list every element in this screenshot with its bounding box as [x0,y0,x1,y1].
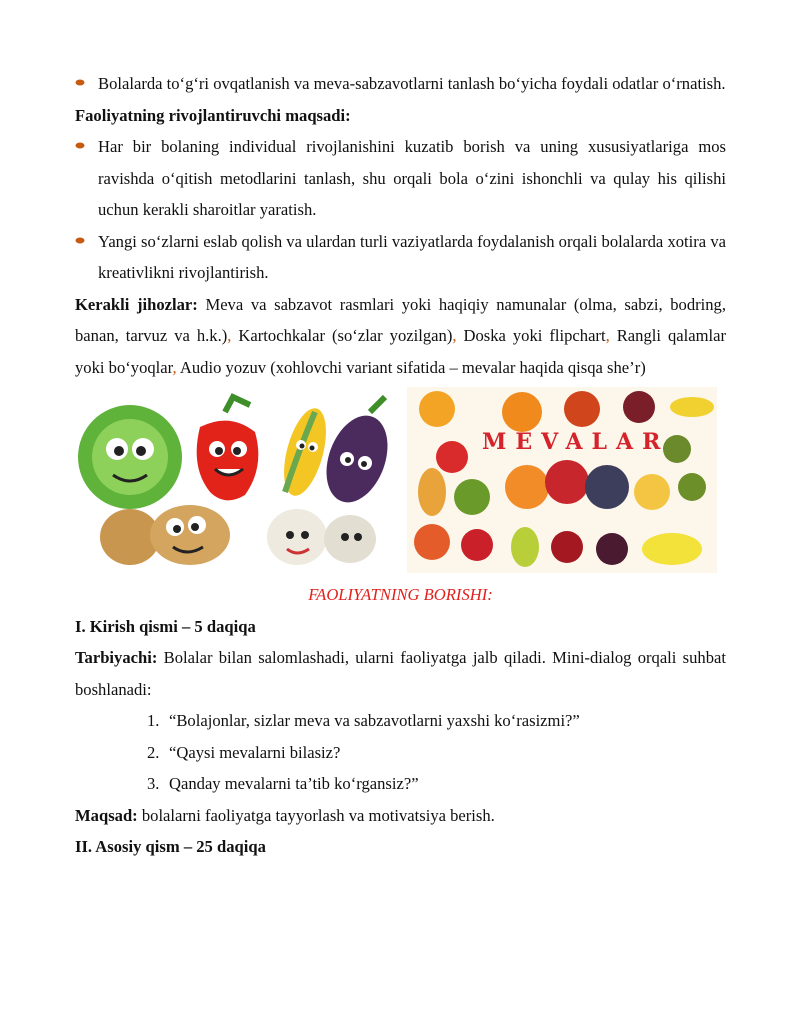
equipment-paragraph [75,289,726,384]
list-item [75,737,726,769]
bullet-icon [75,79,85,86]
teacher-label: Tarbiyachi: [75,648,158,667]
section1-heading: I. Kirish qismi – 5 daqiqa [75,616,256,636]
document-page [75,68,726,863]
list-text: “Qaysi mevalarni bilasiz? [169,742,341,762]
dev-goal-heading: Faoliyatning rivojlantiruvchi maqsadi: [75,105,351,125]
separator: , [172,357,177,377]
equipment-text: Audio yozuv (xohlovchi variant sifatida – mevalar haqida qisqa she’r) [176,357,646,377]
vegetables-image [75,387,395,573]
list-item [75,705,726,737]
fruits-image-title: MEVALAR [482,429,670,455]
equipment-label: Kerakli jihozlar: [75,294,198,314]
teacher-text: Bolalar bilan salomlashadi, ularni faoliyatga jalb qiladi. Mini-dialog orqali suhbat boshlanadi: [75,648,726,699]
subtitle-colon: : [487,585,493,604]
equipment-text: Meva va sabzavot rasmlari yoki haqiqiy namunalar (olma, sabzi, bodring, banan, tarvuz va h.k.) [75,294,726,345]
list-item [75,131,726,226]
bullet-text: Bolalarda to‘g‘ri ovqatlanish va meva-sabzavotlarni tanlash bo‘yicha foydali odatlar o‘rnatish. [98,74,726,93]
goal-label: Maqsad: [75,805,138,825]
question-list [75,705,726,800]
section2-heading: II. Asosiy qism – 25 daqiqa [75,837,266,856]
teacher-paragraph [75,642,726,705]
bullet-icon [75,237,85,244]
list-item [75,768,726,800]
goal-paragraph [75,800,726,832]
separator: , [452,326,457,345]
list-text: Qanday mevalarni ta’tib ko‘rgansiz?” [169,774,419,793]
subtitle-text: FAOLIYATNING BORISHI [308,585,488,604]
bullet-text: Har bir bolaning individual rivojlanishini kuzatib borish va uning xususiyatlariga mos ravishda o‘qitish metodlarini tanlash, shu orqali bola o‘zini ishonchli va qulay his qilishi uchun kerakli sharoitlar yaratish. [98,137,726,219]
illustration-row [75,387,726,573]
fruits-illustration [407,387,717,573]
bullet-text: Yangi so‘zlarni eslab qolish va ulardan turli vaziyatlarda foydalanish orqali bolalarda xotira va kreativlikni rivojlantirish. [98,231,726,282]
separator: , [605,326,610,345]
fruits-image [407,387,717,573]
list-text: “Bolajonlar, sizlar meva va sabzavotlarni yaxshi ko‘rasizmi?” [169,711,580,730]
equipment-text: Rangli qalamlar yoki bo‘yoqlar [75,326,727,377]
separator: , [227,326,232,345]
equipment-text: Doska yoki flipchart [456,326,606,345]
section-subtitle [75,579,726,611]
list-item [75,68,726,100]
vegetables-illustration [75,387,395,573]
list-item [75,226,726,289]
list-number: 2. [147,742,160,762]
list-number: 1. [147,711,160,730]
bullet-icon [75,142,85,149]
goal-text: bolalarni faoliyatga tayyorlash va motivatsiya berish. [137,805,495,825]
list-number: 3. [147,774,160,793]
equipment-text: Kartochkalar (so‘zlar yozilgan) [231,326,453,345]
